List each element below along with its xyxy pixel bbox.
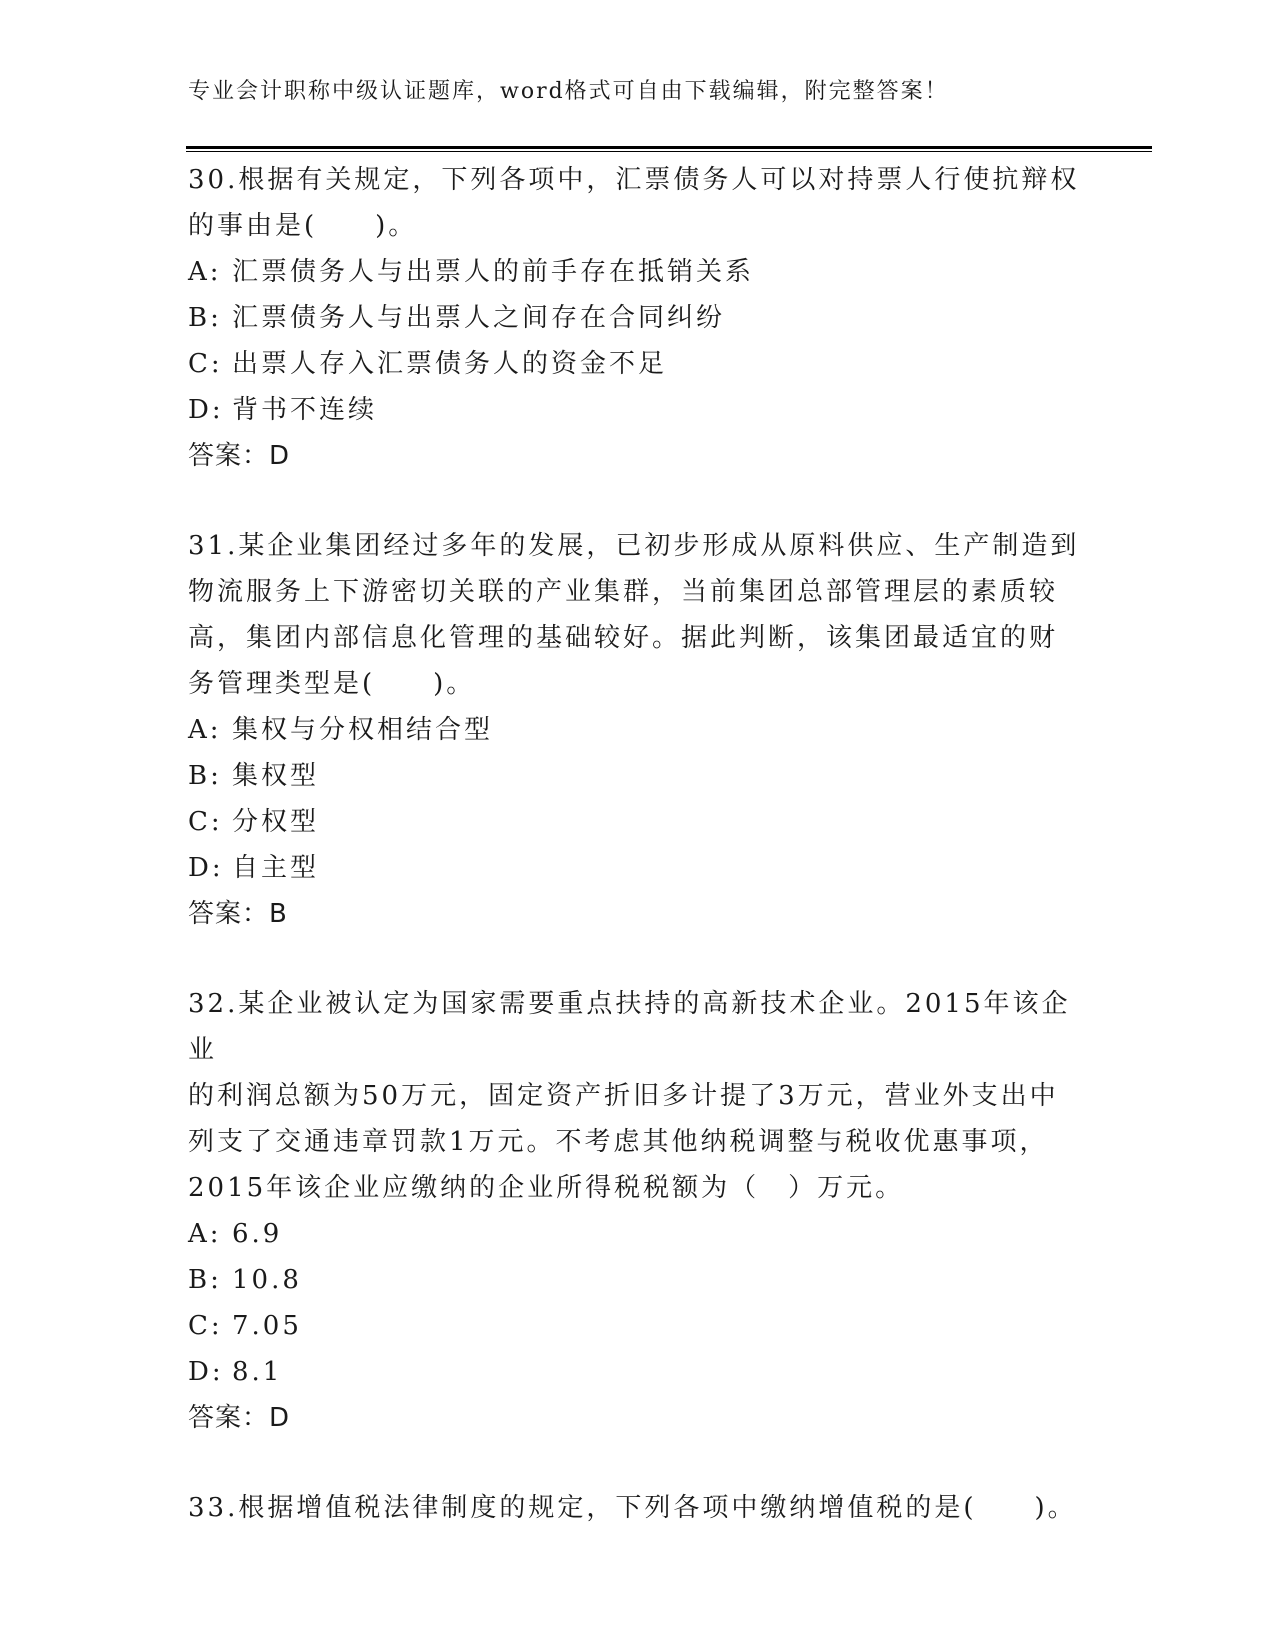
option-d xyxy=(188,845,1088,891)
question-31 xyxy=(188,523,1088,937)
stem-line: 30.根据有关规定，下列各项中，汇票债务人可以对持票人行使抗辩权 xyxy=(188,165,1080,195)
stem-line: 高，集团内部信息化管理的基础较好。据此判断，该集团最适宜的财 xyxy=(188,623,1059,653)
option-letter: D: xyxy=(188,853,224,883)
stem-line: 的利润总额为50万元，固定资产折旧多计提了3万元，营业外支出中 xyxy=(188,1081,1059,1111)
question-stem xyxy=(188,981,1088,1211)
option-text: 8.1 xyxy=(232,1357,283,1387)
option-a xyxy=(188,707,1088,753)
option-letter: B: xyxy=(188,1265,222,1295)
option-text: 自主型 xyxy=(232,853,320,883)
option-text: 集权与分权相结合型 xyxy=(232,715,494,745)
option-b xyxy=(188,295,1088,341)
option-d xyxy=(188,387,1088,433)
option-text: 汇票债务人与出票人的前手存在抵销关系 xyxy=(232,257,755,287)
option-text: 分权型 xyxy=(232,807,320,837)
option-letter: A: xyxy=(188,1219,222,1249)
answer-line: 答案：D xyxy=(188,441,291,471)
option-c xyxy=(188,799,1088,845)
option-letter: C: xyxy=(188,807,223,837)
option-letter: B: xyxy=(188,303,222,333)
question-stem xyxy=(188,523,1088,707)
option-letter: A: xyxy=(188,257,222,287)
stem-line: 列支了交通违章罚款1万元。不考虑其他纳税调整与税收优惠事项， xyxy=(188,1127,1049,1157)
stem-line: 2015年该企业应缴纳的企业所得税税额为（ ）万元。 xyxy=(188,1173,905,1203)
option-letter: C: xyxy=(188,349,223,379)
question-list xyxy=(188,157,1088,1575)
option-letter: A: xyxy=(188,715,222,745)
stem-line: 务管理类型是( )。 xyxy=(188,669,476,699)
question-30 xyxy=(188,157,1088,479)
stem-line: 33.根据增值税法律制度的规定，下列各项中缴纳增值税的是( )。 xyxy=(188,1493,1077,1523)
question-33 xyxy=(188,1485,1088,1531)
header-divider-thick xyxy=(186,146,1152,149)
option-b xyxy=(188,753,1088,799)
option-a xyxy=(188,1211,1088,1257)
answer-line: 答案：B xyxy=(188,899,288,929)
option-letter: B: xyxy=(188,761,222,791)
question-32 xyxy=(188,981,1088,1441)
option-letter: D: xyxy=(188,1357,224,1387)
stem-line: 32.某企业被认定为国家需要重点扶持的高新技术企业。2015年该企业 xyxy=(188,989,1071,1065)
stem-line: 物流服务上下游密切关联的产业集群，当前集团总部管理层的素质较 xyxy=(188,577,1059,607)
option-a xyxy=(188,249,1088,295)
option-text: 出票人存入汇票债务人的资金不足 xyxy=(232,349,668,379)
option-text: 7.05 xyxy=(232,1311,302,1341)
option-text: 汇票债务人与出票人之间存在合同纠纷 xyxy=(232,303,726,333)
option-letter: C: xyxy=(188,1311,223,1341)
option-text: 集权型 xyxy=(232,761,320,791)
page-header: 专业会计职称中级认证题库，word格式可自由下载编辑，附完整答案！ xyxy=(188,79,949,104)
question-stem xyxy=(188,157,1088,249)
option-c xyxy=(188,1303,1088,1349)
option-d xyxy=(188,1349,1088,1395)
option-text: 10.8 xyxy=(232,1265,302,1295)
header-divider-thin xyxy=(186,151,1152,152)
option-text: 背书不连续 xyxy=(232,395,378,425)
option-text: 6.9 xyxy=(232,1219,283,1249)
option-b xyxy=(188,1257,1088,1303)
option-letter: D: xyxy=(188,395,224,425)
stem-line: 的事由是( )。 xyxy=(188,211,418,241)
option-c xyxy=(188,341,1088,387)
answer-line: 答案：D xyxy=(188,1403,291,1433)
question-stem xyxy=(188,1485,1088,1531)
stem-line: 31.某企业集团经过多年的发展，已初步形成从原料供应、生产制造到 xyxy=(188,531,1080,561)
